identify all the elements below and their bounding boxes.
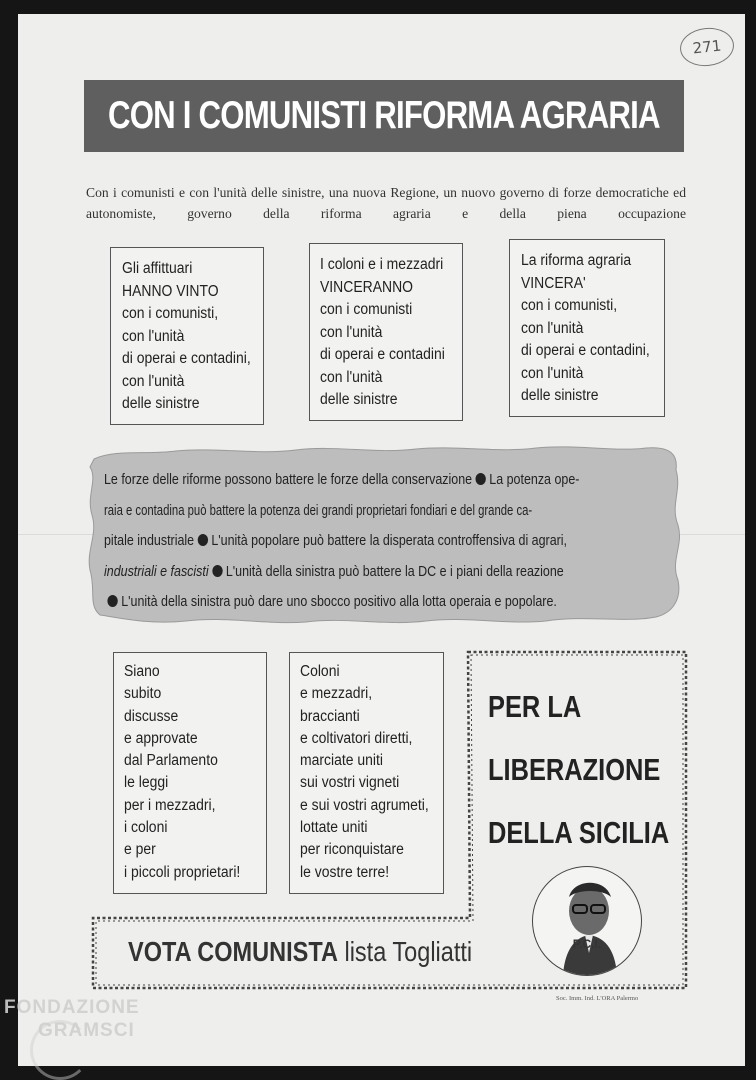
box-line: La riforma agraria bbox=[521, 252, 632, 269]
headline: CON I COMUNISTI RIFORMA AGRARIA bbox=[108, 94, 660, 137]
box-line: Gli affittuari bbox=[122, 260, 193, 277]
box-line: e per bbox=[124, 841, 156, 859]
box-line: marciate uniti bbox=[300, 752, 383, 770]
archive-line: GRAMSCI bbox=[38, 1020, 135, 1041]
box-line: di operai e contadini bbox=[320, 346, 445, 363]
cloud-line-2: raia e contadina può battere la potenza dei grandi proprietari fondiari e del grande ca- bbox=[104, 502, 533, 519]
box-line: i piccoli proprietari! bbox=[124, 863, 241, 881]
box-line: sui vostri vigneti bbox=[300, 774, 400, 792]
box-line: delle sinistre bbox=[320, 391, 398, 408]
box-line: di operai e contadini, bbox=[521, 342, 650, 359]
box-line: braccianti bbox=[300, 707, 360, 725]
box-line: discusse bbox=[124, 707, 179, 725]
liberazione-heading bbox=[488, 675, 669, 864]
cloud-line-3b: L'unità popolare può battere la disperata controffensiva di agrari, bbox=[211, 533, 568, 549]
vota-slogan bbox=[128, 936, 472, 968]
cloud-line-5: L'unità della sinistra può dare uno sbocco positivo alla lotta operaia e popolare. bbox=[121, 594, 557, 610]
cloud-line-1b: La potenza ope- bbox=[489, 472, 580, 488]
liberazione-line: LIBERAZIONE bbox=[488, 752, 661, 787]
box-line: e approvate bbox=[124, 729, 198, 747]
box-line: con i comunisti bbox=[320, 301, 413, 318]
box-line: lottate uniti bbox=[300, 819, 368, 837]
archive-page-number: 271 bbox=[678, 25, 736, 68]
box-line: con l'unità bbox=[320, 323, 383, 341]
box-line: e mezzadri, bbox=[300, 685, 373, 703]
box-line: Siano bbox=[124, 663, 160, 680]
liberazione-line: DELLA SICILIA bbox=[488, 815, 670, 850]
box-line: dal Parlamento bbox=[124, 752, 218, 770]
archive-watermark bbox=[4, 996, 140, 1042]
box-line: con l'unità bbox=[122, 372, 185, 390]
box-line: VINCERANNO bbox=[320, 278, 414, 296]
pci-label: P.C.I. bbox=[572, 937, 602, 951]
box-line: e coltivatori diretti, bbox=[300, 729, 413, 747]
cloud-line-4a: industriali e fascisti bbox=[104, 563, 209, 580]
intro-text: Con i comunisti e con l'unità delle sinistre, una nuova Regione, un nuovo governo di forze democratiche ed autonomiste, governo della riforma agraria e della piena occupazione bbox=[86, 185, 686, 221]
vota-rest: lista Togliatti bbox=[344, 936, 473, 967]
box-line: I coloni e i mezzadri bbox=[320, 256, 444, 273]
box-line: e sui vostri agrumeti, bbox=[300, 796, 429, 814]
archive-line: FONDAZIONE bbox=[4, 997, 140, 1018]
box-line: VINCERA' bbox=[521, 274, 586, 292]
box-line: le vostre terre! bbox=[300, 863, 390, 881]
togliatti-portrait bbox=[532, 866, 642, 976]
box-line: con l'unità bbox=[521, 319, 584, 337]
box-line: subito bbox=[124, 685, 162, 703]
box-line: per i mezzadri, bbox=[124, 796, 216, 814]
box-line: per riconquistare bbox=[300, 841, 404, 859]
box-line: delle sinistre bbox=[521, 387, 599, 404]
cloud-line-3a: pitale industriale bbox=[104, 533, 195, 549]
cloud-line-4b: L'unità della sinistra può battere la DC e i piani della reazione bbox=[225, 563, 564, 580]
printer-credit: Soc. Imm. Ind. L'ORA Palermo bbox=[556, 995, 639, 1002]
box-line: i coloni bbox=[124, 819, 168, 837]
box-line: con l'unità bbox=[521, 364, 584, 382]
box-line: le leggi bbox=[124, 774, 169, 792]
liberazione-line: PER LA bbox=[488, 689, 582, 724]
portrait-icon bbox=[533, 867, 641, 975]
vota-bold: VOTA COMUNISTA bbox=[128, 936, 338, 967]
box-line: Coloni bbox=[300, 663, 340, 680]
cloud-line-1a: Le forze delle riforme possono battere le forze della conservazione bbox=[104, 472, 473, 488]
box-line: con l'unità bbox=[122, 327, 185, 345]
box-line: con i comunisti, bbox=[521, 297, 618, 314]
box-line: di operai e contadini, bbox=[122, 350, 251, 367]
box-line: con i comunisti, bbox=[122, 305, 219, 322]
box-line: HANNO VINTO bbox=[122, 282, 219, 300]
box-line: delle sinistre bbox=[122, 395, 200, 412]
box-line: con l'unità bbox=[320, 368, 383, 386]
